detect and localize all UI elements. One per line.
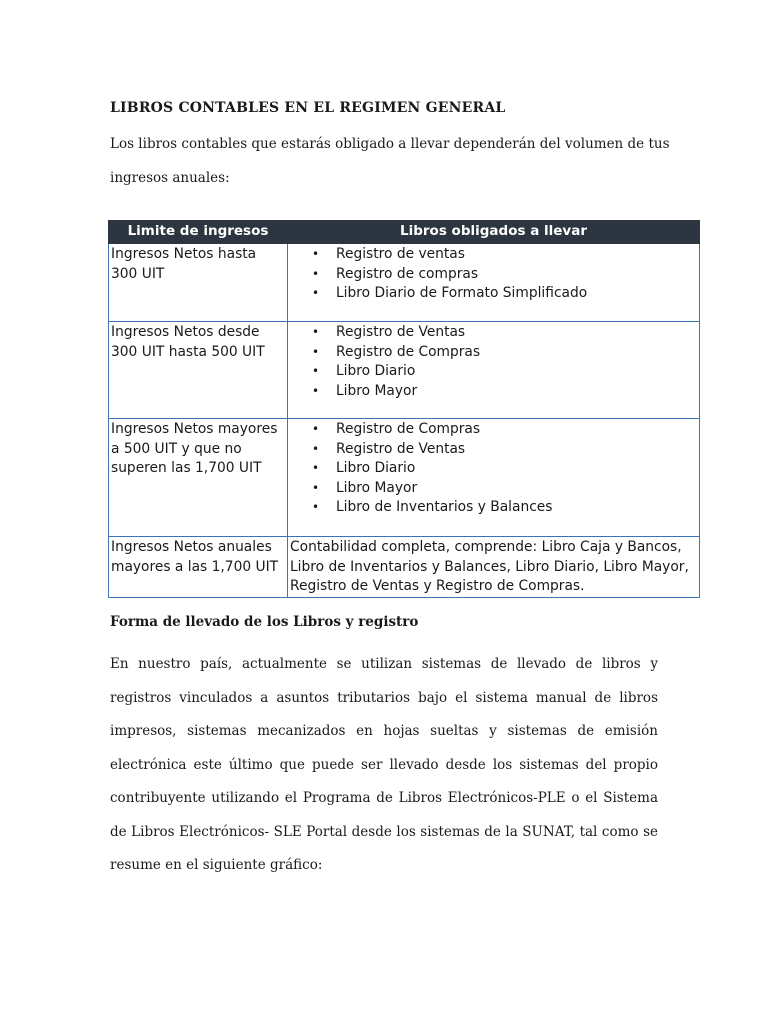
section-subheading: Forma de llevado de los Libros y registro (110, 614, 419, 630)
book-item: • Registro de compras (290, 265, 697, 285)
books-list (290, 245, 697, 304)
book-item: • Registro de Compras (290, 343, 697, 363)
intro-text-line-2: ingresos anuales: (110, 170, 230, 186)
books-cell (288, 322, 700, 419)
books-cell: Contabilidad completa, comprende: Libro Caja y Bancos, Libro de Inventarios y Balances, Libro Diario, Libro Mayor, Registro de Ventas y Registro de Compras. (288, 537, 700, 598)
table-row (109, 537, 700, 598)
limit-cell: Ingresos Netos anuales mayores a las 1,700 UIT (109, 537, 288, 598)
book-item: • Libro Mayor (290, 479, 697, 499)
book-item: • Registro de Ventas (290, 323, 697, 343)
books-list (290, 420, 697, 518)
book-item: • Libro Mayor (290, 382, 697, 402)
intro-text-line-1: Los libros contables que estarás obligado a llevar dependerán del volumen de tus (110, 136, 670, 152)
book-item: • Libro Diario (290, 459, 697, 479)
book-item: • Registro de ventas (290, 245, 697, 265)
limit-cell: Ingresos Netos mayores a 500 UIT y que no superen las 1,700 UIT (109, 419, 288, 537)
book-item: • Registro de Compras (290, 420, 697, 440)
books-cell (288, 419, 700, 537)
books-cell (288, 244, 700, 322)
document-heading: LIBROS CONTABLES EN EL REGIMEN GENERAL (110, 100, 506, 116)
books-list (290, 323, 697, 401)
book-item: • Libro de Inventarios y Balances (290, 498, 697, 518)
table-row (109, 322, 700, 419)
table-row (109, 419, 700, 537)
column-header-books: Libros obligados a llevar (288, 221, 700, 244)
book-item: • Libro Diario de Formato Simplificado (290, 284, 697, 304)
column-header-limit: Limite de ingresos (109, 221, 288, 244)
book-item: • Libro Diario (290, 362, 697, 382)
limit-cell: Ingresos Netos hasta 300 UIT (109, 244, 288, 322)
libros-table (108, 220, 700, 598)
limit-cell: Ingresos Netos desde 300 UIT hasta 500 UIT (109, 322, 288, 419)
table-row (109, 244, 700, 322)
body-paragraph: En nuestro país, actualmente se utilizan sistemas de llevado de libros y registros vinculados a asuntos tributarios bajo el sistema manual de libros impresos, sistemas mecanizados en hojas sueltas y sistemas de emisión electrónica este último que puede ser llevado desde los sistemas del propio contribuyente utilizando el Programa de Libros Electrónicos-PLE o el Sistema de Libros Electrónicos- SLE Portal desde los sistemas de la SUNAT, tal como se resume en el siguiente gráfico: (110, 656, 658, 873)
book-item: • Registro de Ventas (290, 440, 697, 460)
table-header-row (109, 221, 700, 244)
